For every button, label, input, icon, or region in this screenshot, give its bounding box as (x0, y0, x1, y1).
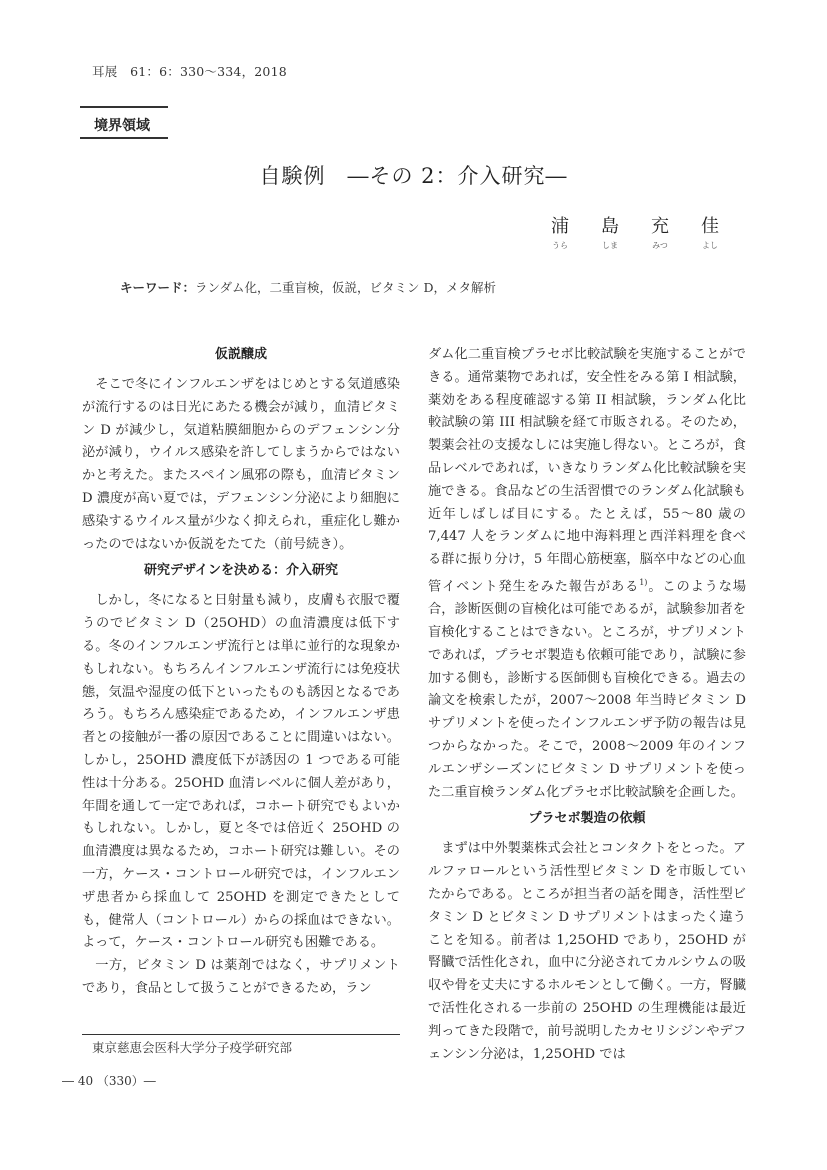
author-affiliation: 東京慈恵会医科大学分子疫学研究部 (92, 1040, 293, 1055)
ruby-text: うら (552, 241, 568, 250)
keywords (120, 278, 496, 296)
left-column (82, 344, 400, 1001)
author-block (540, 212, 730, 252)
section-heading: 仮説醸成 (214, 347, 267, 362)
section-tag (80, 106, 168, 139)
author-char: 浦 (551, 216, 569, 237)
paragraph (428, 344, 746, 804)
keywords-text: ランダム化，二重盲検，仮説，ビタミン D，メタ解析 (195, 280, 497, 295)
paragraph: 一方，ビタミン D は薬剤ではなく，サプリメントであり，食品として扱うことができるため，ラン (82, 958, 400, 996)
author-char: 充 (651, 216, 669, 237)
paragraph-text: 。このような場合，診断医側の盲検化は可能であるが，試験参加者を盲検化することはできない。ところが，サプリメントであれば，プラセボ製造も依頼可能であり，試験に参加する側も，診断する医師側も盲検化できる。過去の論文を検索したが，2007～2008 年当時ビタミン D サプリメントを使ったインフルエンザ予防の報告は見つからなかった。そこで，2008～2009 年のインフルエンザシーズンにビタミン D サプリメントを使った二重盲検ランダム化プラセボ比較試験を企画した。 (428, 579, 747, 800)
paragraph-text: ダム化二重盲検プラセボ比較試験を実施することができる。通常薬物であれば，安全性をみる第 I 相試験，薬効をある程度確認する第 II 相試験，ランダム化比較試験の第 III 相試験を経て市販される。そのため，製薬会社の支援なしには実施し得ない。ところが，食品レベルであれば，いきなりランダム化比較試験を実施できる。食品などの生活習慣でのランダム化試験も近年しばしば目にする。たとえば，55～80 歳の 7,447 人をランダムに地中海料理と西洋料理を食べる群に振り分け，5 年間心筋梗塞，脳卒中などの心血管イベント発生をみた報告がある (428, 347, 746, 595)
right-column (428, 344, 746, 1066)
ruby-text: しま (602, 241, 618, 250)
paragraph: しかし，冬になると日射量も減り，皮膚も衣服で覆うのでビタミン D（25OHD）の血清濃度は低下する。冬のインフルエンザ流行とは単に並行的な現象かもしれない。もちろんインフルエンザ流行には免疫状態，気温や湿度の低下といったものも誘因となるであろう。もちろん感染症であるため，インフルエンザ患者との接触が一番の原因であることに間違いはない。しかし，25OHD 濃度低下が誘因の 1 つである可能性は十分ある。25OHD 血清レベルに個人差があり，年間を通して一定であれば，コホート研究でもよいかもしれない。しかし，夏と冬では倍近く 25OHD の血清濃度は異なるため，コホート研究は難しい。その一方，ケース・コントロール研究では，インフルエンザ患者から採血して 25OHD を測定できたとしても，健常人（コントロール）からの採血はできない。よって，ケース・コントロール研究も困難である。 (82, 593, 400, 951)
citation-ref: 1) (639, 577, 648, 587)
article-title: 自験例 ―その 2：介入研究― (259, 164, 568, 188)
author-ruby (540, 240, 730, 251)
paragraph: まずは中外製薬株式会社とコンタクトをとった。アルファロールという活性型ビタミン D を市販していたからである。ところが担当者の話を聞き，活性型ビタミン D とビタミン D サプリメントはまったく違うことを知る。前者は 1,25OHD であり，25OHD が腎臓で活性化され，血中に分泌されてカルシウムの吸収や骨を丈夫にするホルモンとして働く。一方，腎臓で活性化される一歩前の 25OHD の生理機能は最近判ってきた段階で，前号説明したカセリシジンやデフェンシン分泌は，1,25OHD では (428, 841, 746, 1062)
section-tag-label: 境界領域 (94, 118, 150, 134)
page-number: ― 40 （330）― (62, 1074, 156, 1088)
author-char: 島 (601, 216, 619, 237)
ruby-text: みつ (652, 241, 668, 250)
author-name (540, 212, 730, 238)
keywords-label: キーワード： (120, 280, 196, 295)
paragraph: そこで冬にインフルエンザをはじめとする気道感染が流行するのは日光にあたる機会が減り，血清ビタミン D が減少し，気道粘膜細胞からのデフェンシン分泌が減り，ウイルス感染を許してしまうからではないかと考えた。またスペイン風邪の際も，血清ビタミン D 濃度が高い夏では，デフェンシン分泌により細胞に感染するウイルス量が少なく抑えられ，重症化し難かったのではないか仮説をたてた（前号続き）。 (82, 377, 400, 552)
ruby-text: よし (702, 241, 718, 250)
journal-header: 耳展 61：6：330～334，2018 (92, 64, 287, 79)
section-heading: プラセボ製造の依頼 (528, 811, 646, 827)
footnote-divider (82, 1034, 400, 1035)
section-heading: 研究デザインを決める：介入研究 (143, 563, 339, 579)
author-char: 佳 (701, 216, 719, 237)
